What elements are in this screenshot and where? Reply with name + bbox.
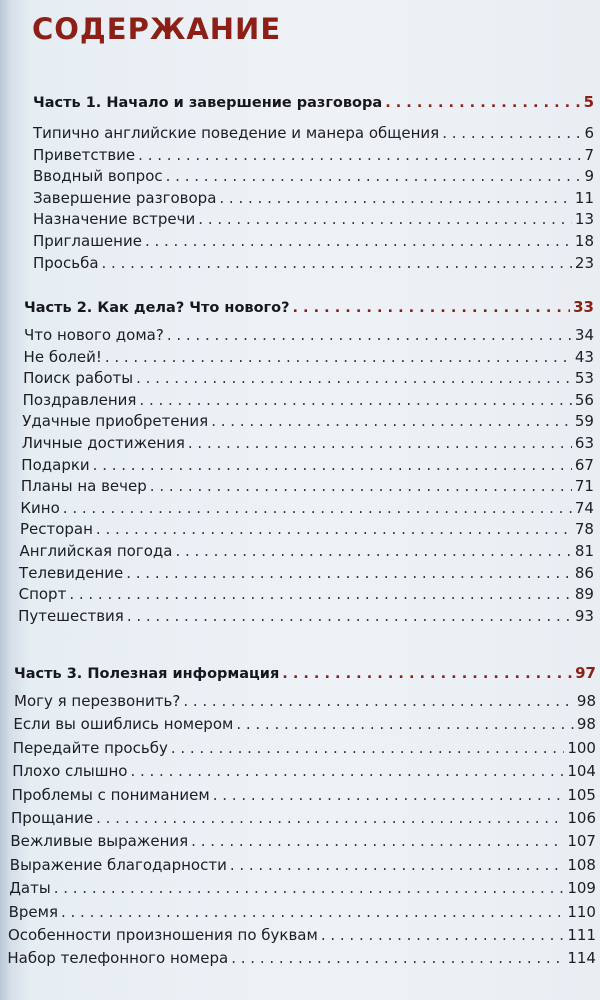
dot-leader [93,456,572,474]
dot-leader [102,254,572,272]
toc-entry-page-number: 11 [574,188,594,207]
toc-entry-page-number: 53 [574,369,594,388]
toc-entry-title: Проблемы с пониманием [11,785,210,804]
toc-entry [33,146,594,164]
dot-leader [130,762,564,780]
toc-entry [20,499,594,517]
toc-part-title: Часть 3. Полезная информация [14,666,280,682]
toc-entry [11,809,596,827]
dot-leader [183,692,574,710]
toc-entry-page-number: 67 [574,455,594,474]
toc-entry [13,715,596,733]
toc-entry-page-number: 109 [567,879,596,898]
toc-entry-page-number: 13 [574,210,594,229]
toc-entry-title: Кино [20,498,60,517]
toc-entry-title: Подарки [21,455,90,474]
toc-entry [23,369,594,387]
toc-entry-page-number: 93 [574,606,594,625]
dot-leader [96,520,572,538]
toc-part-page-number: 97 [575,664,596,682]
toc-entry [18,607,594,625]
toc-entry-title: Личные достижения [21,434,185,452]
toc-entry-page-number: 107 [567,832,596,851]
toc-entry-page-number: 34 [574,326,594,344]
toc-entry-page-number: 89 [574,585,594,604]
toc-entry-page-number: 105 [567,785,596,804]
dot-leader [171,739,565,757]
toc-entry-page-number: 110 [567,902,596,921]
toc-entry-title: Прощание [11,809,94,827]
toc-entry-title: Поиск работы [23,369,134,388]
dot-leader [136,369,572,387]
dot-leader [442,124,581,142]
toc-entry-page-number: 114 [567,949,596,968]
toc-entry [8,926,596,944]
toc-entry-page-number: 111 [567,926,596,944]
dot-leader [175,542,571,560]
dot-leader [150,477,572,495]
toc-entry-title: Не болей! [23,347,102,366]
dot-leader [282,666,572,682]
dot-leader [231,949,564,967]
page-title: СОДЕРЖАНИЕ [32,12,282,46]
toc-entry [33,210,594,228]
toc-part-1 [33,93,594,111]
toc-entry [12,762,596,780]
toc-entry-title: Типично английские поведение и манера общения [33,124,440,142]
toc-entry-page-number: 98 [576,715,596,734]
dot-leader [198,210,572,228]
toc-entry-title: Назначение встречи [33,210,196,229]
toc-entry [14,692,596,710]
toc-entry-title: Вводный вопрос [33,167,163,186]
toc-entry-title: Могу я перезвонить? [14,692,181,710]
toc-entry [10,832,596,850]
dot-leader [230,856,565,874]
toc-entry-title: Набор телефонного номера [7,949,229,968]
dot-leader [96,809,564,827]
toc-entry [10,856,596,874]
dot-leader [321,926,565,944]
toc-entry-title: Вежливые выражения [10,832,189,851]
dot-leader [236,715,574,733]
dot-leader [138,146,581,164]
toc-entry [33,124,594,142]
toc-entry-page-number: 7 [584,145,594,164]
dot-leader [145,232,572,250]
dot-leader [191,832,564,850]
toc-entry [22,412,594,430]
toc-entry [33,167,594,185]
toc-entry-page-number: 59 [574,412,594,431]
toc-entry [23,391,594,409]
dot-leader [139,391,571,409]
dot-leader [63,499,572,517]
toc-entry [12,786,596,804]
toc-entry-title: Приглашение [33,232,142,250]
toc-entry-title: Просьба [33,253,99,272]
dot-leader [54,879,565,897]
toc-entry-title: Английская погода [19,542,173,560]
toc-entry-page-number: 108 [567,855,596,874]
toc-entry [21,477,594,495]
dot-leader [126,564,572,582]
toc-part-title: Часть 2. Как дела? Что нового? [24,300,290,316]
dot-leader [213,786,565,804]
toc-entry [19,585,594,603]
toc-entry-page-number: 74 [574,498,594,517]
toc-entry-title: Планы на вечер [20,477,147,496]
toc-entry-title: Выражение благодарности [9,855,227,874]
toc-entry-title: Приветствие [33,145,136,164]
toc-entry-page-number: 86 [574,563,594,582]
toc-entry [13,739,596,757]
toc-entry-page-number: 71 [574,477,594,496]
toc-entry-title: Телевидение [19,563,124,582]
toc-entry-page-number: 56 [574,390,594,409]
toc-entry-page-number: 104 [567,762,596,781]
toc-entry-page-number: 106 [567,809,596,827]
toc-entry [24,348,594,366]
toc-entry [33,232,594,250]
dot-leader [167,326,572,344]
toc-entry-page-number: 78 [574,520,594,539]
toc-entry-page-number: 43 [574,347,594,366]
toc-entry-title: Завершение разговора [33,188,217,207]
toc-entry-title: Особенности произношения по буквам [8,926,318,944]
toc-entry-page-number: 18 [574,232,594,250]
toc-part-page-number: 33 [573,298,594,316]
dot-leader [61,903,564,921]
toc-entry-page-number: 100 [567,738,596,757]
toc-entry-title: Плохо слышно [12,762,128,781]
toc-entry-title: Путешествия [18,606,124,625]
dot-leader [293,300,571,316]
toc-entry [22,434,594,452]
dot-leader [211,412,572,430]
toc-entry-page-number: 98 [576,692,596,710]
dot-leader [219,189,572,207]
toc-entry-title: Поздравления [22,390,137,409]
toc-entry [33,254,594,272]
toc-entry [24,326,594,344]
toc-entry-title: Что нового дома? [24,326,164,344]
dot-leader [188,434,572,452]
toc-entry [19,564,594,582]
toc-entry-title: Удачные приобретения [22,412,209,431]
toc-entry [21,456,594,474]
toc-entry-title: Ресторан [19,520,93,539]
toc-entry [20,520,594,538]
toc-entry-title: Передайте просьбу [12,738,168,757]
toc-entry-page-number: 9 [584,167,594,186]
toc-part-page-number: 5 [583,93,594,111]
toc-entry-title: Время [8,902,58,921]
toc-entry-page-number: 6 [584,124,594,142]
dot-leader [127,607,572,625]
toc-entry-page-number: 23 [574,253,594,272]
dot-leader [105,348,572,366]
toc-entry-title: Если вы ошиблись номером [13,715,234,734]
toc-entry [9,903,596,921]
toc-part-3 [14,664,596,682]
toc-entry-title: Спорт [18,585,67,604]
toc-part-2 [24,298,594,316]
toc-entry [20,542,595,560]
dot-leader [166,167,582,185]
toc-entry-page-number: 81 [574,542,594,560]
toc-entry [33,189,594,207]
toc-entry-title: Даты [9,879,51,898]
toc-entry [7,949,596,967]
toc-entry-page-number: 63 [574,434,594,452]
toc-part-title: Часть 1. Начало и завершение разговора [33,95,383,111]
dot-leader [385,95,580,111]
toc-entry [9,879,596,897]
dot-leader [69,585,572,603]
